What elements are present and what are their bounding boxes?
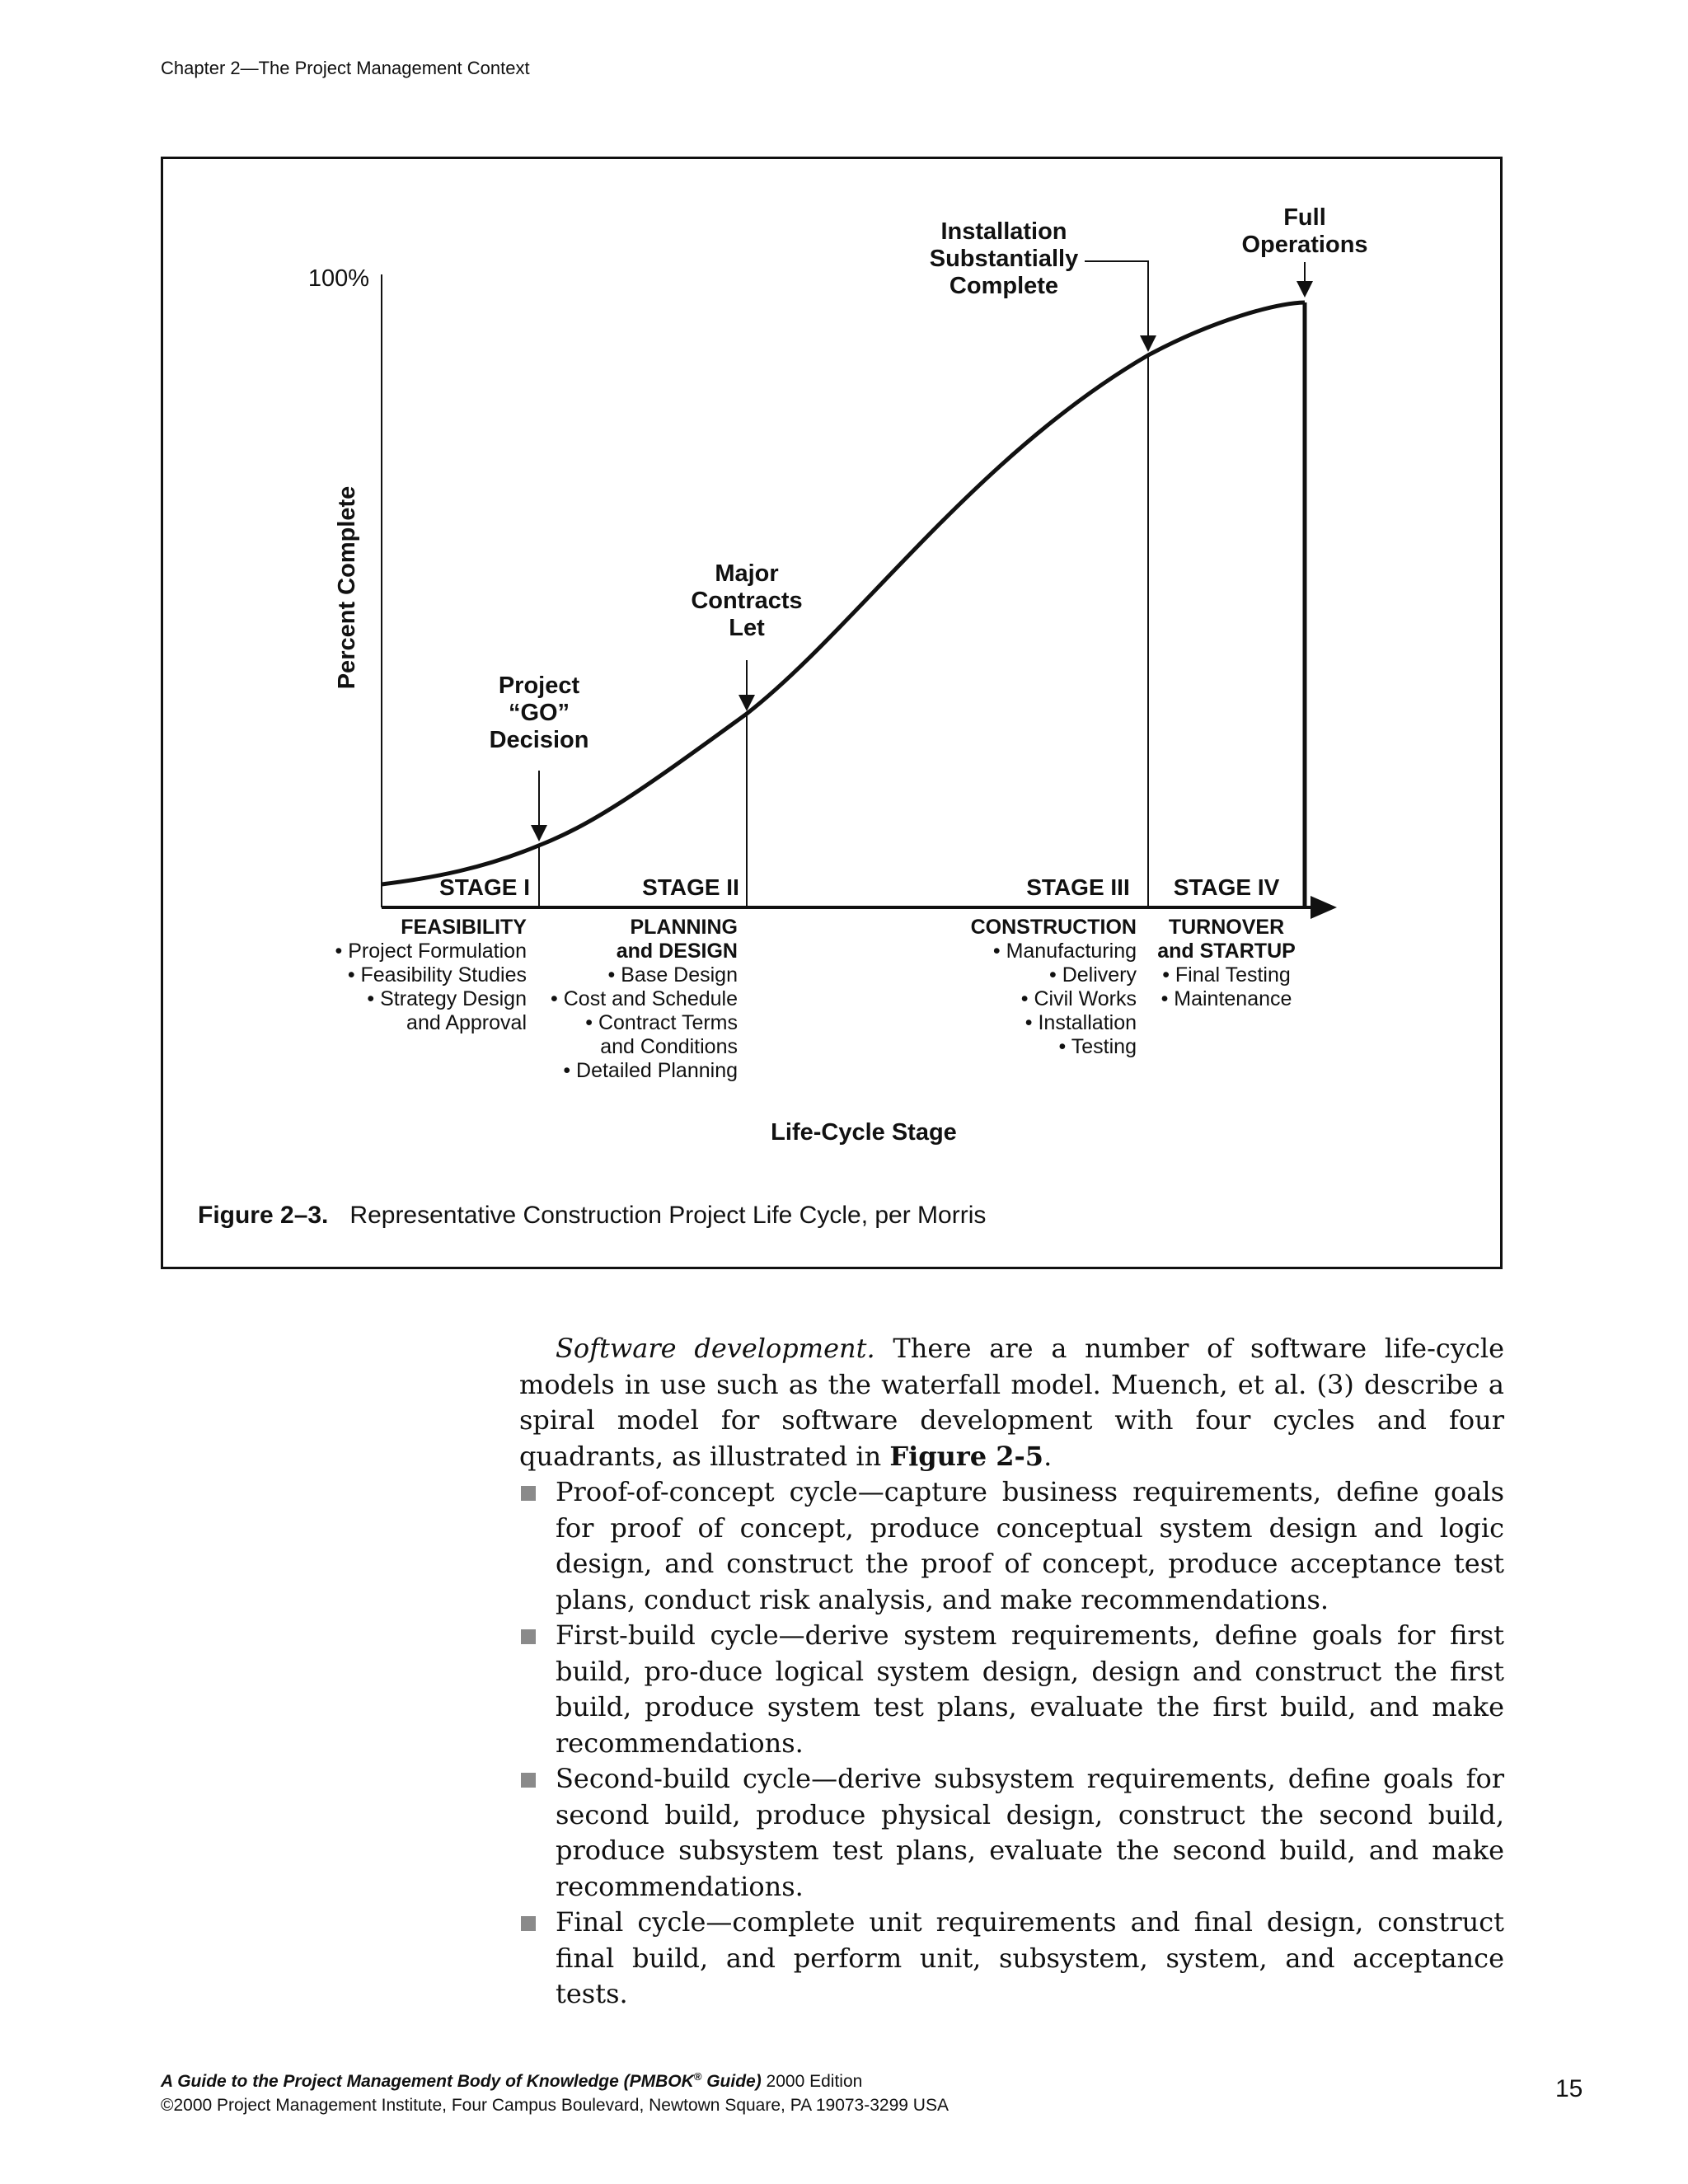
stage-4-details [1157, 916, 1296, 1010]
svg-text:• Testing: • Testing [1058, 1035, 1137, 1058]
x-axis-label: Life-Cycle Stage [771, 1119, 957, 1146]
x-axis-arrowhead [1311, 896, 1337, 919]
svg-text:• Strategy Design: • Strategy Design [367, 987, 527, 1010]
footer-title-line: A Guide to the Project Management Body of Knowledge (PMBOK® Guide) 2000 Edition [161, 2070, 863, 2091]
life-cycle-diagram [163, 159, 1500, 1267]
installation-leader-line [1085, 261, 1148, 337]
figure-reference: Figure 2-5 [889, 1440, 1044, 1472]
list-item: Second-build cycle—derive subsystem requirements, define goals for second build, produce physical design, construct the second build, produce subsystem test plans, evaluate the second build, and make recommendations. [519, 1761, 1504, 1905]
full-operations-arrowhead [1296, 281, 1313, 298]
list-item: Proof-of-concept cycle—capture business requirements, define goals for proof of concept, produce conceptual system design and logic design, and construct the proof of concept, produce acceptance test plans, conduct risk analysis, and make recommendations. [519, 1474, 1504, 1618]
svg-text:Complete: Complete [949, 273, 1059, 299]
svg-text:• Project Formulation: • Project Formulation [335, 940, 527, 963]
svg-text:• Feasibility Studies: • Feasibility Studies [347, 963, 527, 987]
svg-text:Let: Let [729, 615, 765, 641]
square-bullet-icon [521, 1773, 536, 1788]
square-bullet-icon [521, 1629, 536, 1644]
stage-1-details [335, 916, 528, 1034]
installation-arrowhead [1140, 335, 1156, 352]
svg-text:Operations: Operations [1241, 232, 1368, 258]
figure-caption [198, 1202, 986, 1230]
list-item: First-build cycle—derive system requirements, define goals for first build, pro-duce logical system design, design and construct the first build, produce system test plans, evaluate the first build, and make recommendations. [519, 1618, 1504, 1761]
figure-caption-text: Representative Construction Project Life Cycle, per Morris [349, 1202, 987, 1229]
svg-text:• Final Testing: • Final Testing [1162, 963, 1291, 987]
cycle-list [519, 1474, 1504, 2013]
stage-3-details [971, 916, 1137, 1058]
svg-text:• Manufacturing: • Manufacturing [992, 940, 1137, 963]
svg-text:and Approval: and Approval [406, 1011, 527, 1034]
s-curve [382, 302, 1305, 884]
figure-number: Figure 2–3. [198, 1202, 329, 1229]
milestone-installation-complete [930, 218, 1079, 299]
svg-text:FEASIBILITY: FEASIBILITY [401, 916, 527, 939]
svg-text:• Detailed Planning: • Detailed Planning [563, 1059, 738, 1082]
page-number: 15 [1555, 2075, 1583, 2102]
milestone-major-contracts [691, 560, 802, 641]
square-bullet-icon [521, 1916, 536, 1931]
svg-text:Full: Full [1283, 204, 1326, 231]
svg-text:CONSTRUCTION: CONSTRUCTION [970, 916, 1137, 939]
svg-text:• Civil Works: • Civil Works [1020, 987, 1137, 1010]
go-decision-arrowhead [531, 825, 547, 841]
y-axis-label: Percent Complete [334, 485, 360, 690]
milestone-full-operations [1241, 204, 1367, 258]
svg-text:TURNOVER: TURNOVER [1168, 916, 1285, 939]
stage-2-details [551, 916, 738, 1082]
svg-text:and Conditions: and Conditions [600, 1035, 738, 1058]
page-footer [161, 2064, 949, 2117]
stage-2-name: STAGE II [642, 874, 739, 900]
svg-text:Installation: Installation [940, 218, 1067, 245]
stage-4-name: STAGE IV [1173, 874, 1280, 900]
body-text [519, 1331, 1504, 2013]
svg-text:“GO”: “GO” [508, 700, 570, 726]
svg-text:and DESIGN: and DESIGN [616, 940, 738, 963]
svg-text:PLANNING: PLANNING [630, 916, 738, 939]
svg-text:• Delivery: • Delivery [1049, 963, 1137, 987]
y-top-label: 100% [307, 265, 369, 292]
svg-text:Decision: Decision [489, 727, 589, 753]
stage-3-name: STAGE III [1026, 874, 1130, 900]
svg-text:Contracts: Contracts [691, 588, 803, 614]
svg-text:Major: Major [715, 560, 779, 587]
svg-text:Project: Project [498, 673, 580, 699]
svg-text:• Contract Terms: • Contract Terms [585, 1011, 738, 1034]
svg-text:• Maintenance: • Maintenance [1160, 987, 1292, 1010]
figure [161, 157, 1503, 1269]
intro-italic: Software development. [556, 1333, 875, 1364]
svg-text:• Installation: • Installation [1025, 1011, 1137, 1034]
intro-paragraph: Software development. There are a number of software life-cycle models in use such as the waterfall model. Muench, et al. (3) describe a spiral model for software development with four cycles and four quadrants, as illustrated in Figure 2-5. [519, 1333, 1505, 1472]
footer-copyright: ©2000 Project Management Institute, Four Campus Boulevard, Newtown Square, PA 19073-3299 USA [161, 2096, 949, 2115]
svg-text:and STARTUP: and STARTUP [1157, 940, 1296, 963]
list-item: Final cycle—complete unit requirements and final design, construct final build, and perform unit, subsystem, system, and acceptance tests. [519, 1905, 1504, 2013]
milestone-go-decision [490, 673, 589, 753]
running-head: Chapter 2—The Project Management Context [161, 58, 530, 78]
svg-text:• Cost and Schedule: • Cost and Schedule [551, 987, 738, 1010]
svg-text:Substantially: Substantially [929, 246, 1079, 272]
svg-text:• Base Design: • Base Design [607, 963, 738, 987]
square-bullet-icon [521, 1486, 536, 1501]
stage-1-name: STAGE I [439, 874, 530, 900]
